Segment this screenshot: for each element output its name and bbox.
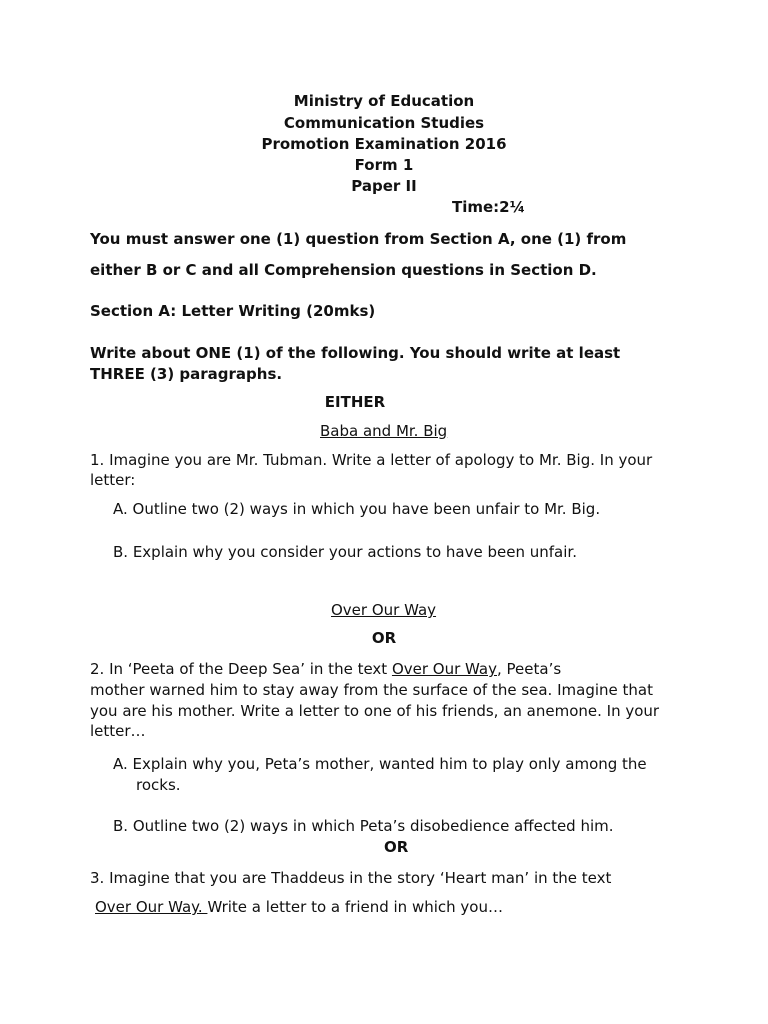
subject-heading: Communication Studies bbox=[283, 114, 485, 132]
question-3-line-2-post: Write a letter to a friend in which you… bbox=[207, 898, 503, 916]
question-2-line-1-post: , Peeta’s bbox=[497, 660, 562, 678]
question-2-line-3: you are his mother. Write a letter to one of his friends, an anemone. In your bbox=[90, 702, 660, 720]
instructions-line-2: either B or C and all Comprehension questions in Section D. bbox=[90, 261, 597, 279]
book1-title: Baba and Mr. Big bbox=[320, 422, 448, 440]
exam-heading: Promotion Examination 2016 bbox=[261, 135, 507, 153]
question-2-line-4: letter… bbox=[90, 722, 146, 740]
question-3-book-title: Over Our Way. bbox=[95, 898, 208, 916]
paper-heading: Paper II bbox=[351, 177, 417, 195]
book2-title: Over Our Way bbox=[331, 601, 437, 619]
question-1-line-2: letter: bbox=[90, 471, 136, 489]
question-2-line-1-pre: 2. In ‘Peeta of the Deep Sea’ in the text bbox=[90, 660, 392, 678]
question-3-line-1: 3. Imagine that you are Thaddeus in the story ‘Heart man’ in the text bbox=[90, 869, 612, 887]
either-label: EITHER bbox=[324, 393, 386, 411]
question-2-line-1 bbox=[90, 659, 561, 679]
question-1-part-a: A. Outline two (2) ways in which you have been unfair to Mr. Big. bbox=[113, 500, 601, 518]
or-label-2: OR bbox=[384, 838, 409, 856]
question-2-book-title: Over Our Way bbox=[391, 660, 497, 678]
question-2-part-a-line-1: A. Explain why you, Peta’s mother, wanted him to play only among the bbox=[113, 755, 647, 773]
form-heading: Form 1 bbox=[354, 156, 414, 174]
section-a-directive-line-1: Write about ONE (1) of the following. You should write at least bbox=[90, 344, 621, 362]
section-a-directive-line-2: THREE (3) paragraphs. bbox=[90, 365, 283, 383]
question-1-part-b: B. Explain why you consider your actions to have been unfair. bbox=[113, 543, 577, 561]
time-label: Time:2¼ bbox=[452, 198, 526, 216]
question-3-line-2 bbox=[95, 897, 503, 917]
question-1-line-1: 1. Imagine you are Mr. Tubman. Write a letter of apology to Mr. Big. In your bbox=[90, 451, 653, 469]
question-2-part-a-line-2: rocks. bbox=[136, 776, 181, 794]
question-2-line-2: mother warned him to stay away from the surface of the sea. Imagine that bbox=[90, 681, 653, 699]
instructions-line-1: You must answer one (1) question from Section A, one (1) from bbox=[90, 230, 627, 248]
section-a-heading: Section A: Letter Writing (20mks) bbox=[90, 302, 376, 320]
or-label-1: OR bbox=[371, 629, 397, 647]
question-2-part-b: B. Outline two (2) ways in which Peta’s disobedience affected him. bbox=[113, 817, 614, 835]
ministry-heading: Ministry of Education bbox=[293, 92, 475, 110]
